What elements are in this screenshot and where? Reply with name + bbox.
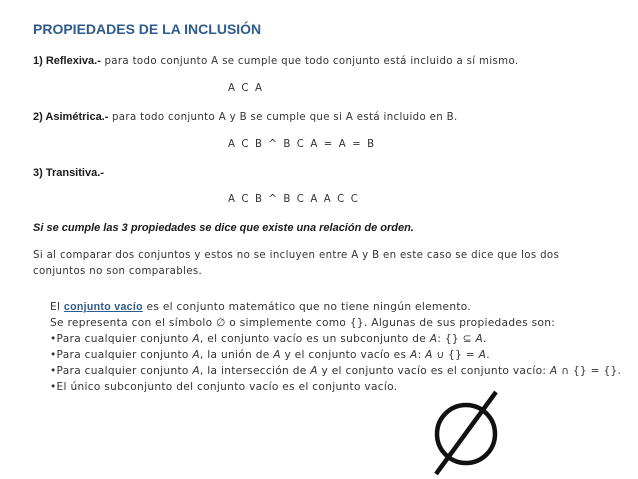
empty-set-bullet-1: •Para cualquier conjunto A, el conjunto vacío es un subconjunto de A: {} ⊆ A. bbox=[50, 333, 487, 345]
empty-set-symbol-icon bbox=[418, 384, 514, 476]
property-heading: 3) Transitiva.- bbox=[33, 167, 104, 179]
conclusion-text: Si se cumple las 3 propiedades se dice que existe una relación de orden. bbox=[33, 222, 414, 234]
page-title: PROPIEDADES DE LA INCLUSIÓN bbox=[33, 21, 262, 37]
property-heading: 2) Asimétrica.- bbox=[33, 111, 109, 123]
formula-transitiva: A C B ^ B C A A C C bbox=[228, 194, 360, 205]
formula-asimetrica: A C B ^ B C A = A = B bbox=[228, 139, 376, 150]
empty-set-term: conjunto vacío bbox=[63, 301, 143, 313]
empty-set-definition bbox=[50, 301, 471, 313]
empty-set-el: El bbox=[50, 301, 64, 313]
empty-set-bullet-2: •Para cualquier conjunto A, la unión de A y el conjunto vacío es A: A ∪ {} = A. bbox=[50, 349, 490, 361]
property-reflexiva bbox=[33, 55, 518, 67]
property-text: para todo conjunto A y B se cumple que si A está incluido en B. bbox=[108, 112, 458, 123]
comparable-line-2: conjuntos no son comparables. bbox=[33, 266, 203, 277]
empty-set-bullet-3: •Para cualquier conjunto A, la intersección de A y el conjunto vacío es el conjunto vacío: A ∩ {} = {}. bbox=[50, 365, 622, 377]
empty-set-bullet-4: •El único subconjunto del conjunto vacío es el conjunto vacío. bbox=[50, 381, 398, 393]
property-transitiva bbox=[33, 167, 104, 179]
property-heading: 1) Reflexiva.- bbox=[33, 55, 101, 67]
property-text: para todo conjunto A se cumple que todo conjunto está incluido a sí mismo. bbox=[100, 56, 519, 67]
empty-set-representation: Se representa con el símbolo ∅ o simplemente como {}. Algunas de sus propiedades son: bbox=[50, 317, 556, 329]
empty-set-def-text: es el conjunto matemático que no tiene ningún elemento. bbox=[142, 301, 472, 313]
formula-reflexiva: A C A bbox=[228, 83, 264, 94]
comparable-line-1: Si al comparar dos conjuntos y estos no se incluyen entre A y B en este caso se dice que los dos bbox=[33, 250, 560, 261]
property-asimetrica bbox=[33, 111, 458, 123]
